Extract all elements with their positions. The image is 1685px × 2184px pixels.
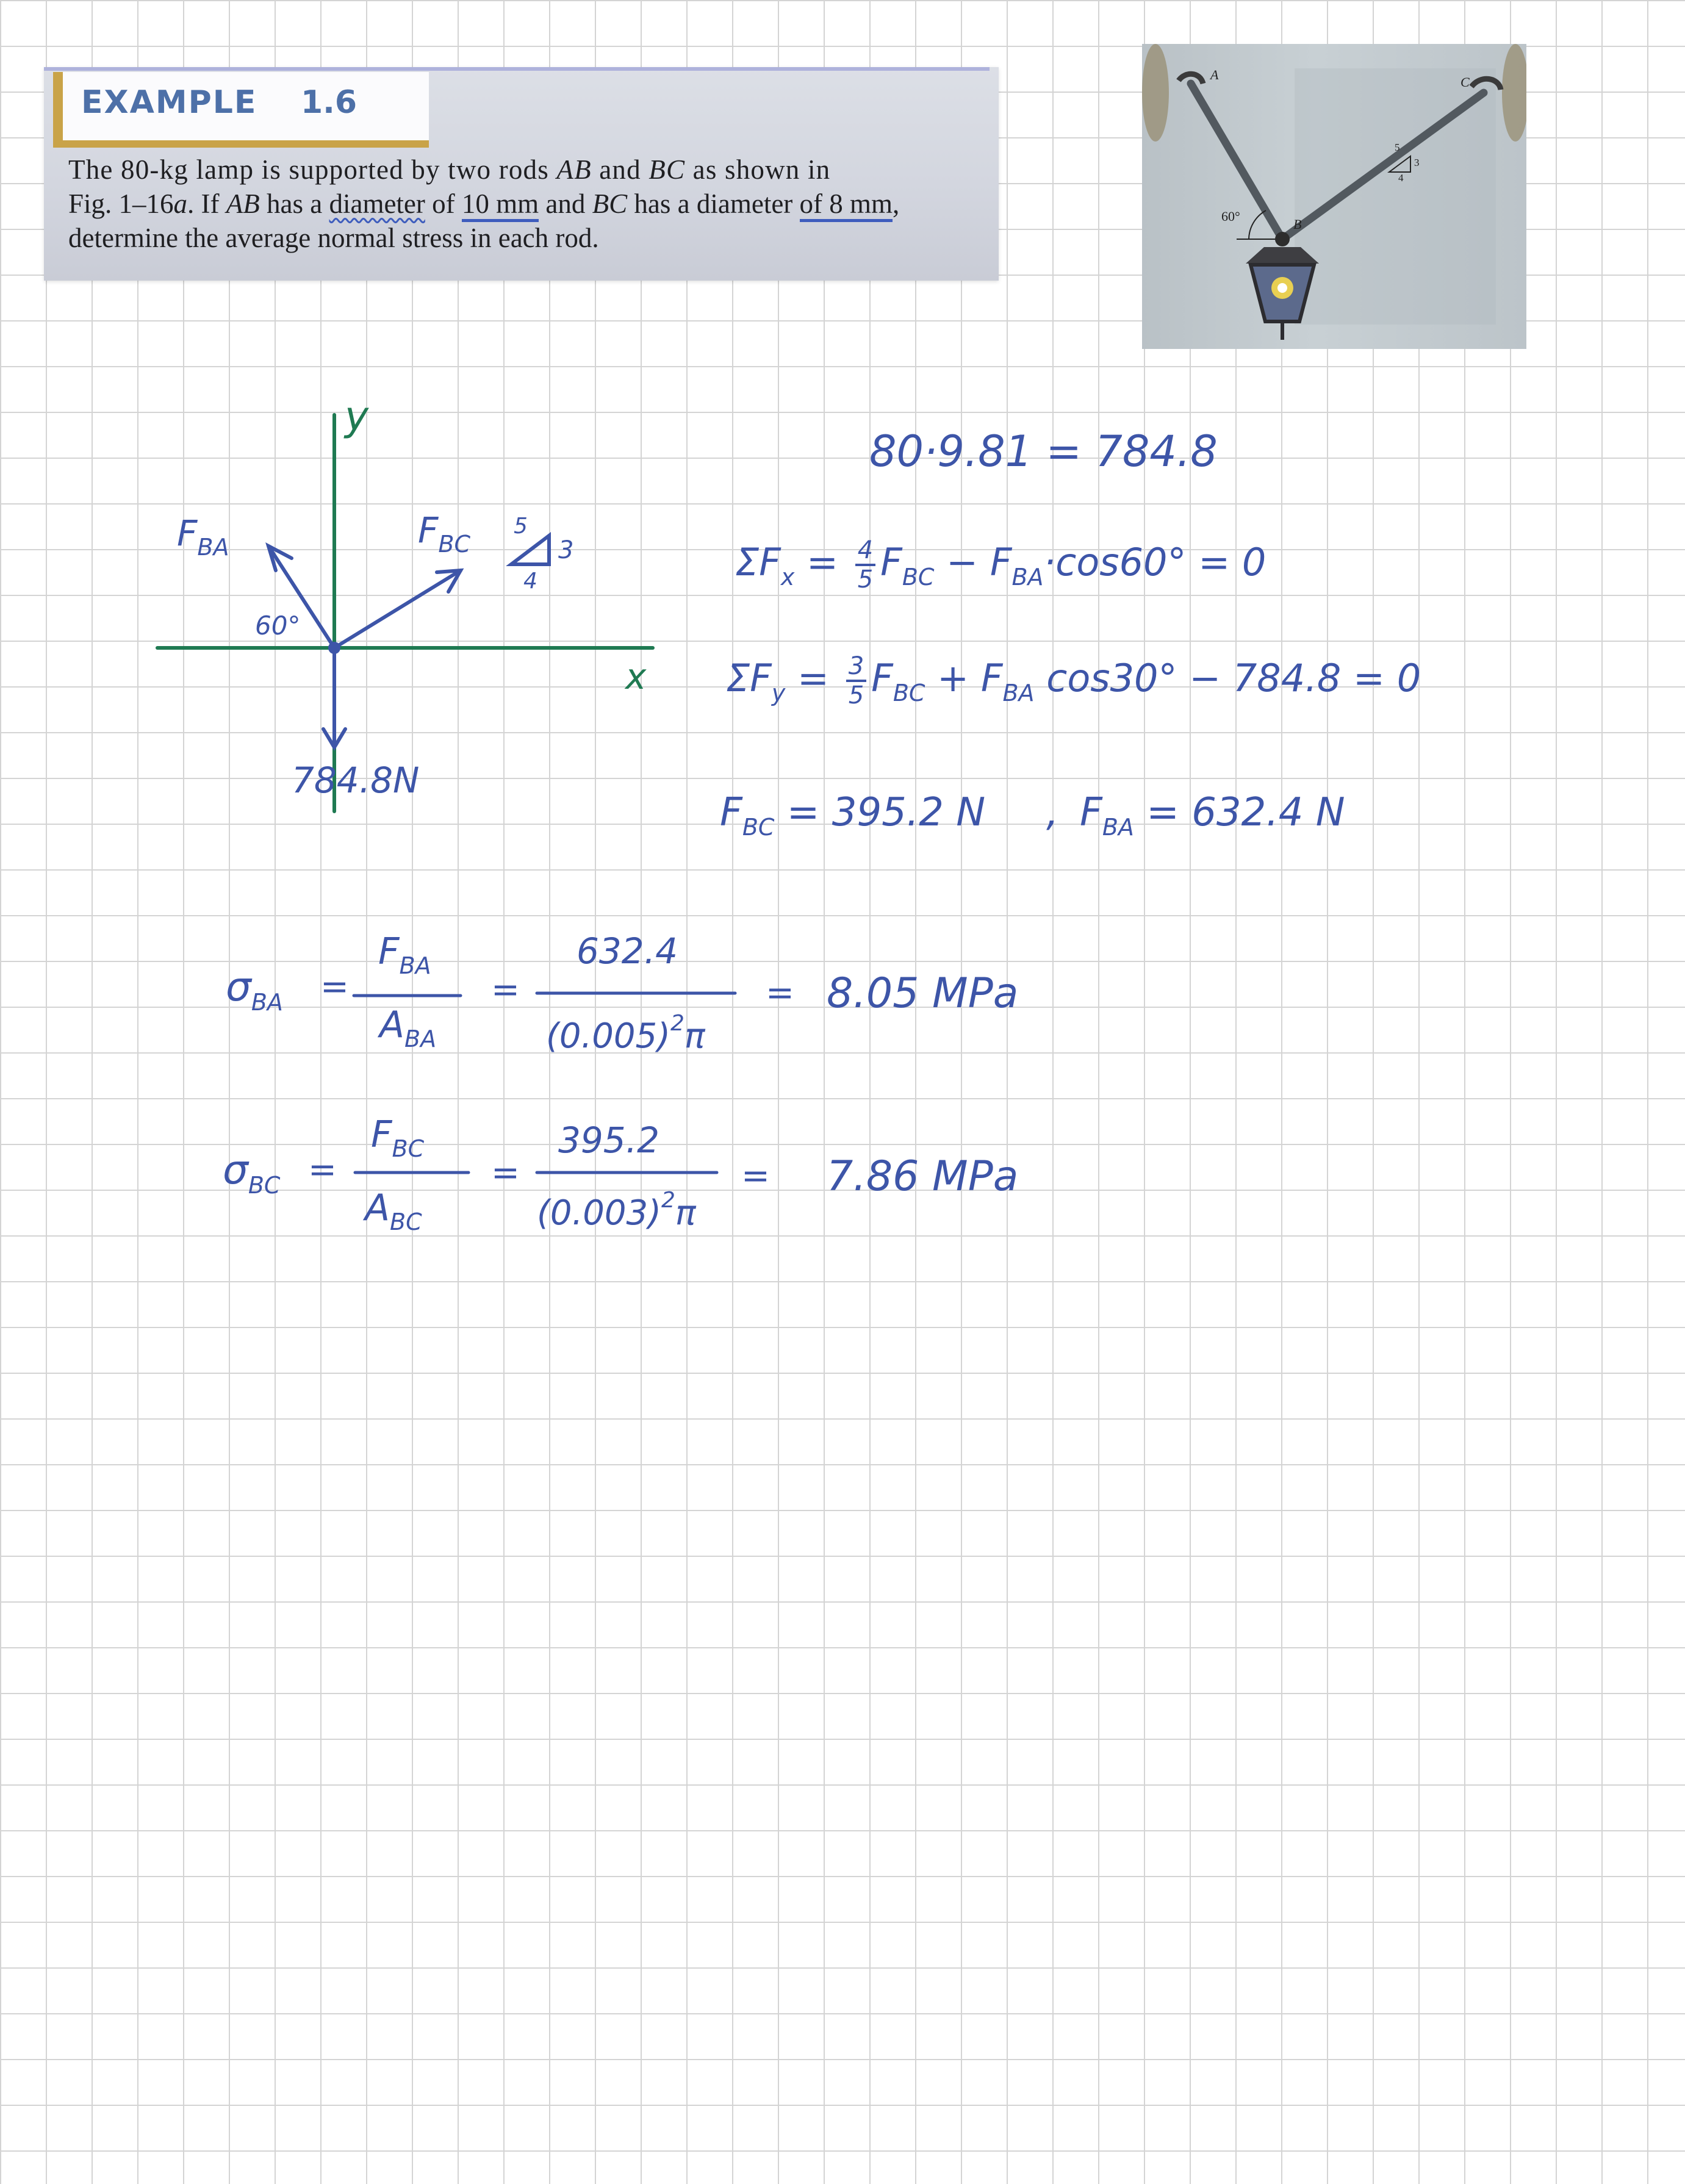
sigma-ba-force-value: 632.4 [577, 930, 678, 972]
fbd-angle-label: 60° [255, 611, 301, 641]
sigma-ba-area-value: $(0.005)^2\pi$ [546, 1011, 705, 1056]
fbd-tri-hyp: 5 [514, 514, 528, 539]
sigma-ba-equals-1: = [320, 967, 349, 1007]
photo-angle-label: 60° [1221, 209, 1240, 224]
photo-label-b: B [1293, 217, 1302, 232]
sigma-bc-equals-1: = [308, 1150, 337, 1190]
example-number: 1.6 [301, 84, 357, 121]
sigma-bc-force-value: 395.2 [558, 1119, 660, 1161]
example-label: EXAMPLE [81, 84, 257, 121]
sigma-ba-label: $\sigma_{BA}$ [226, 963, 283, 1016]
photo-tri-vert: 3 [1414, 157, 1420, 168]
photo-label-a: A [1210, 67, 1219, 82]
fbd-slope-triangle [511, 536, 549, 564]
result-separator: , [1046, 790, 1059, 835]
diameter-bc-annotation: of 8 mm [800, 189, 893, 222]
fbd-origin [328, 642, 340, 654]
fbd-tri-vert: 3 [558, 536, 574, 564]
sum-fy-fraction: $\frac{3}{5}$ [846, 653, 866, 709]
sum-fy-equation: $\Sigma F_y$ = $\frac{3}{5}$ $F_{BC} + F_{BA}$ cos30° − 784.8 = 0 [726, 652, 1421, 709]
fbd-weight-label: 784.8N [292, 760, 420, 801]
sigma-bc-equals-3: = [741, 1156, 770, 1196]
problem-line-3: determine the average normal stress in each rod. [68, 223, 599, 253]
diameter-annotation: diameter [329, 189, 425, 219]
sigma-ba-equals-3: = [766, 973, 794, 1013]
fbd-fbc-label: $F_{BC}$ [418, 509, 470, 558]
problem-line-1: The 80-kg lamp is supported by two rods AB and BC as shown in [68, 154, 831, 185]
sigma-ba-result: 8.05 MPa [827, 969, 1019, 1018]
fbd-tri-base: 4 [523, 569, 537, 594]
sigma-ba-denominator: $A_{BA}$ [379, 1004, 437, 1052]
fbd-y-label: y [345, 393, 369, 440]
photo-label-c: C [1460, 74, 1470, 90]
sigma-ba-numerator: $F_{BA}$ [378, 930, 431, 979]
weight-calculation: 80·9.81 = 784.8 [869, 426, 1218, 476]
diameter-ab-annotation: 10 mm [462, 189, 539, 222]
sigma-bc-label: $\sigma_{BC}$ [223, 1146, 281, 1199]
sigma-bc-numerator: $F_{BC}$ [371, 1113, 425, 1162]
result-fbc: $F_{BC} = 395.2$ N [720, 790, 986, 841]
sum-fx-equation: $\Sigma F_x$ = $\frac{4}{5}$ $F_{BC} - F_{BA}\cdot\cos 60^\circ = 0$ [735, 536, 1266, 594]
photo-tri-hyp: 5 [1395, 142, 1400, 153]
sigma-bc-result: 7.86 MPa [827, 1152, 1019, 1201]
sigma-bc-equals-2: = [491, 1153, 520, 1193]
sigma-ba-equals-2: = [491, 970, 520, 1010]
sum-fx-fraction: $\frac{4}{5}$ [855, 537, 875, 593]
sigma-bc-denominator: $A_{BC}$ [365, 1187, 422, 1235]
problem-line-2: Fig. 1–16a. If AB has a diameter of 10 mm and BC has a diameter of 8 mm, [68, 187, 977, 221]
sigma-bc-area-value: $(0.003)^2\pi$ [537, 1188, 696, 1233]
fbd-x-label: x [625, 656, 647, 697]
fbd-arrow-fbc [334, 570, 461, 648]
result-fba: $F_{BA} = 632.4$ N [1080, 790, 1345, 841]
photo-tri-base: 4 [1398, 172, 1404, 184]
fbd-fba-label: $F_{BA}$ [177, 512, 229, 561]
